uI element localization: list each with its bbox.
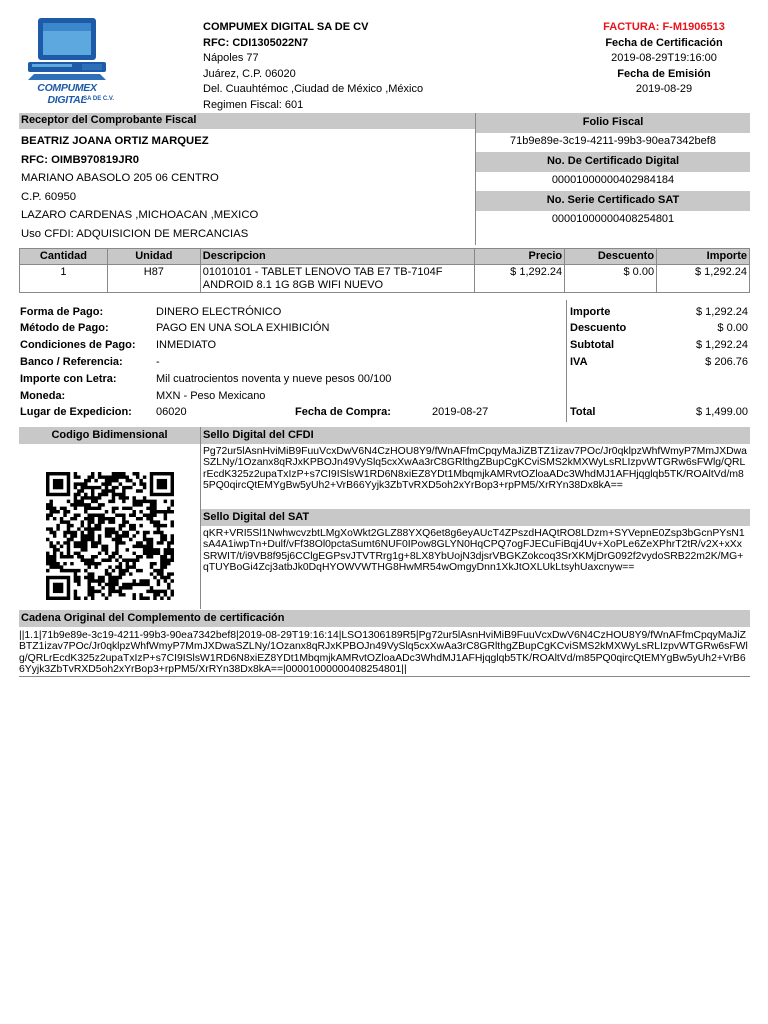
folio-column <box>476 113 750 230</box>
sat-serial-label: No. Serie Certificado SAT <box>476 191 750 211</box>
row-descuento: $ 0.00 <box>565 265 657 293</box>
forma-pago-label: Forma de Pago: <box>20 306 104 318</box>
fecha-compra-label: Fecha de Compra: <box>295 406 391 418</box>
issuer-city: Juárez, C.P. 06020 <box>203 67 296 80</box>
col-descuento: Descuento <box>565 249 657 265</box>
row-importe: $ 1,292.24 <box>657 265 750 293</box>
divider <box>475 113 476 245</box>
sat-serial-value: 00001000000408254801 <box>551 213 675 225</box>
lugar-label: Lugar de Expedicion: <box>20 406 132 418</box>
col-importe: Importe <box>657 249 750 265</box>
payment-info <box>19 300 567 422</box>
qr-code-icon <box>46 472 174 600</box>
condiciones-pago-label: Condiciones de Pago: <box>20 339 136 351</box>
totals-descuento-label: Descuento <box>570 322 627 334</box>
importe-letra-value: Mil cuatrocientos noventa y nueve pesos 00/100 <box>156 373 392 385</box>
row-descripcion-line1: 01010101 - TABLET LENOVO TAB E7 TB-7104F <box>202 266 443 278</box>
sello-cfdi-value: Pg72ur5lAsnHviMiB9FuuVcxDwV6N4CzHOU8Y9/fWnAFfmCpqyMaJiZBTZ1izav7POc/Jr0qklpzWhfWmyP7MmJXDwaSZLNy/1Ozanx8qRJxKPBOJn49VySlq5cxXwAa3rC8GRlthgZBupCgKCviSMS2kMXWyLsRLIzpvWTGRw6sFWlg/QRLrEcdK325z2upaTxIzP+s7CI9ISlsW1RD6N8xiEZ8YDt1MbqmjkAMRvtOZloaADc3WhdMJ1AFHjqglqb5TK/ROAltVd/m85PQ0qircQtEMYgBw5yUh2+VrB66Yyjk3ZbTvRXD5oh2xYrBop3+rpPM5/XrRYn38Dx8kA== <box>203 446 747 492</box>
col-cantidad: Cantidad <box>20 249 108 265</box>
totals-iva-value: $ 206.76 <box>705 356 748 368</box>
sello-sat-header: Sello Digital del SAT <box>201 509 750 526</box>
col-precio: Precio <box>475 249 565 265</box>
receptor-info <box>19 132 475 243</box>
banco-value: - <box>156 356 160 368</box>
items-header-row <box>20 249 750 265</box>
logo-subtext: SA DE C.V. <box>83 96 114 102</box>
cert-number-label: No. De Certificado Digital <box>476 152 750 172</box>
metodo-pago-label: Método de Pago: <box>20 322 109 334</box>
banco-label: Banco / Referencia: <box>20 356 123 368</box>
condiciones-pago-value: INMEDIATO <box>156 339 217 351</box>
issuer-regime: Regimen Fiscal: 601 <box>203 98 304 111</box>
totals-total-label: Total <box>570 406 596 418</box>
sello-cfdi-header: Sello Digital del CFDI <box>201 427 750 444</box>
totals-importe-label: Importe <box>570 306 611 318</box>
receptor-header: Receptor del Comprobante Fiscal <box>19 113 475 129</box>
codigo-bidimensional-header: Codigo Bidimensional <box>19 427 200 444</box>
receptor-rfc: RFC: OIMB970819JR0 <box>21 153 140 166</box>
receptor-cp: C.P. 60950 <box>21 190 77 203</box>
row-cantidad: 1 <box>20 265 108 293</box>
receptor-city: LAZARO CARDENAS ,MICHOACAN ,MEXICO <box>21 209 259 221</box>
importe-letra-label: Importe con Letra: <box>20 373 117 385</box>
issuer-street: Nápoles 77 <box>203 52 259 64</box>
items-table <box>19 248 750 293</box>
fecha-compra-value: 2019-08-27 <box>432 406 489 418</box>
issuer-rfc: RFC: CDI1305022N7 <box>203 36 309 49</box>
cert-date-value: 2019-08-29T19:16:00 <box>611 52 717 64</box>
row-unidad: H87 <box>107 265 200 293</box>
invoice-info <box>580 20 748 98</box>
totals-box <box>567 300 750 422</box>
metodo-pago-value: PAGO EN UNA SOLA EXHIBICIÓN <box>156 322 330 334</box>
cert-number-value: 00001000000402984184 <box>551 174 675 186</box>
col-descripcion: Descripcion <box>200 249 474 265</box>
qr-code-area <box>19 444 201 609</box>
totals-descuento-value: $ 0.00 <box>717 322 748 334</box>
moneda-label: Moneda: <box>20 390 66 402</box>
emission-date-value: 2019-08-29 <box>635 83 693 95</box>
row-descripcion-line2: ANDROID 8.1 1G 8GB WIFI NUEVO <box>202 278 384 291</box>
table-row <box>20 265 750 293</box>
lugar-value: 06020 <box>156 406 187 418</box>
company-logo <box>20 16 114 106</box>
cert-date-label: Fecha de Certificación <box>605 36 723 49</box>
row-precio: $ 1,292.24 <box>475 265 565 293</box>
moneda-value: MXN - Peso Mexicano <box>156 390 266 402</box>
folio-label: Folio Fiscal <box>476 113 750 133</box>
totals-importe-value: $ 1,292.24 <box>696 306 748 318</box>
receptor-uso-cfdi: Uso CFDI: ADQUISICION DE MERCANCIAS <box>21 227 249 240</box>
emission-date-label: Fecha de Emisión <box>617 67 711 80</box>
totals-total-value: $ 1,499.00 <box>696 406 748 418</box>
sello-sat-value: qKR+VRI5Sl1NwhwcvzbtLMgXoWkt2GLZ88YXQ6et8g6eyAUcT4ZPszdHAQtRO8LDzm+SYVepnE0Zsp3bGcnPYsN1sA4A1iwpTn+Dulf/vFf38Ol0pctaSumt6NUF0IPow8GLYN0HqCPQ7ogFJECuFiBqj4Uv+XoPLe6ZeXPhrT2tR/v2X+xXxSRWIT/t/i9VB8f95j6CClgEGPsvJTVTRrg1g+8LX8YbUojN3djsrVBGKZokcoq3SrXKMjDrG092f2vydoSRB22m2K/MG+qTUYBoGi4Zcj3atbJk0DqHYOWVWTHG8HwMR54wOmgyDnn1XkJtOXLUkLtsyhUaxcnyw== <box>203 528 745 574</box>
receptor-address: MARIANO ABASOLO 205 06 CENTRO <box>21 172 219 184</box>
cadena-original-value: ||1.1|71b9e89e-3c19-4211-99b3-90ea7342bef8|2019-08-29T19:16:14|LSO1306189R5|Pg72ur5lAsnHviMiB9FuuVcxDwV6N4CzHOU8Y9/fWnAFfmCpqyMaJiZBTZ1izav7POc/Jr0qklpzWhfWmyP7MmJXDwaSZLNy/1Ozanx8qRJxKPBOJn49VySlq5cxXwAa3rC8GRlthgZBupCgKCviSMS2kMXWyLsRLIzpvWTGRw6sFWlg/QRLrEcdK325z2upaTxIzP+s7CI9ISlsW1RD6N8xiEZ8YDt1MbqmjkAMRvtOZloaADc3WhdMJ1AFHjqglqb5TK/ROAltVd/m85PQ0qircQtEMYgBw5yUh2+VrB66Yyjk3ZbTvRXD5oh2xYrBop3+rpPM5/XrRYn38Dx8kA==|00001000000408254801|| <box>19 630 750 677</box>
invoice-number: FACTURA: F-M1906513 <box>603 21 725 33</box>
totals-subtotal-value: $ 1,292.24 <box>696 339 748 351</box>
logo-text: COMPUMEX DIGITAL <box>37 82 97 106</box>
totals-iva-label: IVA <box>570 356 588 368</box>
cadena-original-header: Cadena Original del Complemento de certificación <box>19 610 750 627</box>
receptor-name: BEATRIZ JOANA ORTIZ MARQUEZ <box>21 135 209 147</box>
folio-value: 71b9e89e-3c19-4211-99b3-90ea7342bef8 <box>510 135 716 147</box>
issuer-municipality: Del. Cuauhtémoc ,Ciudad de México ,México <box>203 83 424 95</box>
issuer-name: COMPUMEX DIGITAL SA DE CV <box>203 21 369 33</box>
col-unidad: Unidad <box>107 249 200 265</box>
forma-pago-value: DINERO ELECTRÓNICO <box>156 306 282 318</box>
issuer-info <box>203 20 423 113</box>
totals-subtotal-label: Subtotal <box>570 339 614 351</box>
row-descripcion <box>200 265 474 293</box>
